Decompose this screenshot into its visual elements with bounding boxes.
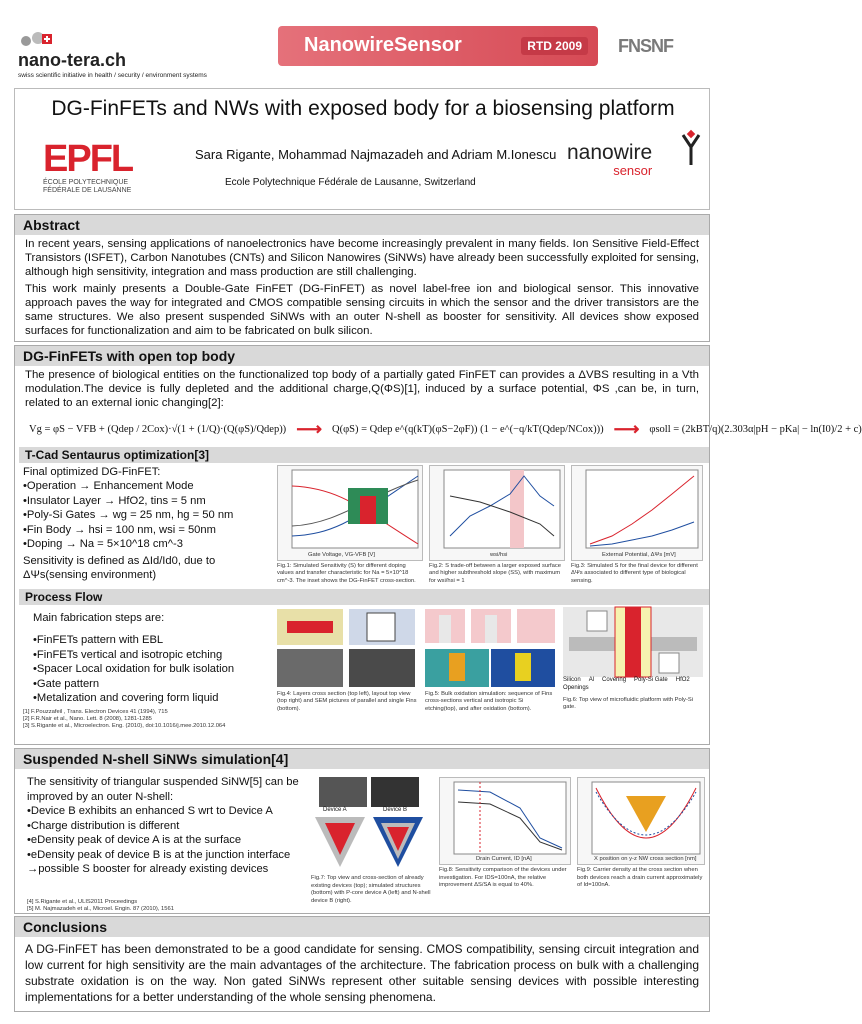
snw-item: •Charge distribution is different xyxy=(27,819,180,832)
snw-item: →possible S booster for already existing devices xyxy=(27,863,269,875)
reference: [3] S.Rigante et al., Microelectron. Eng. (2010), doi:10.1016/j.mee.2010.12.064 xyxy=(23,722,226,729)
nano-tera-logo xyxy=(18,30,54,52)
equation-1: Vg = φS − VFB + (Qdep / 2Cox)·√(1 + (1/Q)·(Q(φS)/Qdep)) xyxy=(29,424,287,436)
banner-title: NanowireSensor xyxy=(304,34,462,56)
school-sub-1: ÉCOLE POLYTECHNIQUE xyxy=(43,179,129,186)
fig3-caption: Fig.3: Simulated S for the final device for different ΔΨs associated to different type of biological sensing. xyxy=(571,562,698,584)
dgfinfet-heading: DG-FinFETs with open top body xyxy=(15,346,709,366)
references-1 xyxy=(23,709,323,730)
tcad-item: •Fin Body → hsi = 100 nm, wsi = 50nm xyxy=(23,523,216,536)
affiliation: Ecole Polytechnique Fédérale de Lausanne, Switzerland xyxy=(225,177,476,188)
process-list xyxy=(33,611,273,706)
process-heading: Process Flow xyxy=(19,589,709,605)
abstract-p1: In recent years, sensing applications of nanoelectronics have become increasingly prevalent in many fields. Ion Sensitive Field-Effect Transistors (ISFET), Carbon Nanotubes (CNTs) and Silicon Nanowires (SiNWs) have already been successfully exploited for sensing, although high sensitivity, integration and mass production are still challenging. xyxy=(25,238,699,279)
fig9-caption: Fig.9: Carrier density at the cross section when both devices reach a drain current approximately of Id=100nA. xyxy=(577,867,703,888)
legend-silicon: Silicon xyxy=(563,676,581,683)
abstract-heading: Abstract xyxy=(15,215,709,235)
fig8-xlabel: Drain Current, ID [nA] xyxy=(476,856,532,862)
reference: [2] F.R.Nair et al., Nano. Lett. 8 (2008), 1281-1285 xyxy=(23,715,152,722)
project-logo-sub: sensor xyxy=(613,163,653,178)
dgfinfet-intro: The presence of biological entities on the functionalized top body of a partially gated FinFET can provides a ΔVBS resulting in a Vth modulation.The device is fully depleted and the additional charge,Q(ΦS)[1], induced by a surface potential, ΦS ,can be, in turn, related to an external ionic changing[2]: xyxy=(25,369,699,410)
project-logo-main: nanowire xyxy=(567,141,653,164)
project-banner xyxy=(278,26,598,66)
dgfinfet-section xyxy=(14,345,862,745)
tcad-item: •Operation → Enhancement Mode xyxy=(23,480,194,493)
fig6-legend xyxy=(563,677,703,691)
reference: [1] F.Pouzzafeil , Trans. Electron Devices 41 (1994), 715 xyxy=(23,708,168,715)
snw-lead: The sensitivity of triangular suspended SiNW[5] can be improved by an outer N-shell: xyxy=(27,776,299,803)
fig6-caption: Fig.6: Top view of microfluidic platform with Poly-Si gate. xyxy=(563,696,694,711)
tcad-lead: Final optimized DG-FinFET: xyxy=(23,465,161,478)
snw-section xyxy=(14,748,710,914)
page-title: DG-FinFETs and NWs with exposed body for a biosensing platform xyxy=(51,97,675,120)
process-lead: Main fabrication steps are: xyxy=(33,611,165,624)
tcad-item: •Doping → Na = 5×10^18 cm^-3 xyxy=(23,538,183,551)
school-logo-text: EPFL xyxy=(43,138,133,180)
fig9-plot xyxy=(577,777,705,865)
reference: [5] M. Najmazadeh et al., Microel. Engin. 87 (2010), 1561 xyxy=(27,906,174,912)
process-item: •Gate pattern xyxy=(33,677,100,690)
abstract-section xyxy=(14,214,710,342)
tcad-item: •Poly-Si Gates → wg = 25 nm, hg = 50 nm xyxy=(23,509,234,522)
equation-row xyxy=(15,413,862,447)
conclusions-section xyxy=(14,916,710,1012)
project-logo xyxy=(567,141,652,178)
fig7-label-b: Device B xyxy=(383,807,408,813)
fig7-image xyxy=(311,777,427,873)
snw-item: •eDensity peak of device A is at the surface xyxy=(27,834,242,846)
fig1-xlabel: Gate Voltage, VG-VFB [V] xyxy=(308,551,376,558)
fig4-images xyxy=(277,609,415,687)
equation-3: φsoll = (2kBT/q)(2.303α|pH − pKa| − ln(I0)/2 + c) xyxy=(649,424,862,436)
fig5-caption: Fig.5: Bulk oxidation simulation: sequence of Fins cross-sections vertical and isotropic Si etching(top), and after oxidation (bottom). xyxy=(425,690,553,712)
legend-openings: Openings xyxy=(563,684,589,691)
title-block xyxy=(14,88,710,210)
fig7-caption: Fig.7: Top view and cross-section of already existing devices (top); simulated structures (bottom) with P-core device A (left) and N-shell device B (right). xyxy=(311,875,431,904)
arrow-icon: ⟶ xyxy=(613,419,640,440)
tcad-block xyxy=(15,463,709,589)
snw-list xyxy=(27,775,303,877)
fig4-caption: Fig.4: Layers cross section (top left), layout top view (top right) and SEM pictures of parallel and single Fins (bottom). xyxy=(277,690,417,712)
school-logo xyxy=(43,138,161,194)
legend-covering: Covering xyxy=(602,676,627,683)
fig1-caption: Fig.1: Simulated Sensitivity (S) for different doping values and transfer characteristic for Na = 5×10^18 cm^-3. The inset shows the DG-FinFET cross-section. xyxy=(277,562,416,584)
process-item: •Metalization and covering form liquid xyxy=(33,692,219,705)
fig6-image xyxy=(563,607,703,691)
fig8-caption: Fig.8: Sensitivity comparison of the devices under investigation. For IDS=100nA, the relative improvement ΔS/SA is equal to 40%. xyxy=(439,867,567,888)
reference: [4] S.Rigante et al., ULIS2011 Proceedings xyxy=(27,899,138,905)
fig3-xlabel: External Potential, ΔΨs [mV] xyxy=(602,551,676,558)
abstract-p2: This work mainly presents a Double-Gate FinFET (DG-FinFET) as novel label-free ion and biological sensor. This innovative approach paves the way for integrated and CMOS compatible sensing circuits in which the sensor and the driver transistors are the same structures. We also present suspended SiNWs with an outer N-shell as booster for sensitivity. All devices show exposed surfaces for functionalization and aim to be fabricated on bulk silicon. xyxy=(25,282,699,338)
fig2-plot xyxy=(429,465,565,561)
tcad-heading: T-Cad Sentaurus optimization[3] xyxy=(19,447,709,463)
authors: Sara Rigante, Mohammad Najmazadeh and Adriam M.Ionescu xyxy=(195,147,557,162)
conclusions-text: A DG-FinFET has been demonstrated to be a good candidate for sensing. CMOS compatibility, sensing circuit integration and low current for high sensitivity are the main advantages of the architecture. The fabrication process on bulk with a challenging substrate oxidation is on the way. Non gated SiNWs represent other suitable sensing devices with possible interesting implementations for a better understanding of the whole sensing phenomena. xyxy=(25,942,699,1004)
legend-poly: Poly-Si Gate xyxy=(634,676,668,683)
snw-heading: Suspended N-shell SiNWs simulation[4] xyxy=(15,749,709,769)
school-sub-2: FÉDÉRALE DE LAUSANNE xyxy=(43,187,132,194)
fig8-plot xyxy=(439,777,571,865)
arrow-icon: ⟶ xyxy=(296,419,322,440)
process-block xyxy=(15,605,709,731)
legend-hfo2: HfO2 xyxy=(675,676,690,683)
banner-tag: RTD 2009 xyxy=(521,37,588,55)
equation-2: Q(φS) = Qdep e^(q(kT)(φS−2φF)) (1 − e^(−q/kT(Qdep/NCox))) xyxy=(332,424,604,436)
tcad-list xyxy=(23,465,275,583)
fig2-xlabel: wsi/hsi xyxy=(490,551,508,558)
fig2-caption: Fig.2: S trade-off between a larger exposed surface and higher subthreshold slope (SS), with maximum for wsi/hsi = 1 xyxy=(429,562,562,584)
snw-item: •Device B exhibits an enhanced S wrt to Device A xyxy=(27,805,273,817)
process-item: •Spacer Local oxidation for bulk isolation xyxy=(33,663,235,676)
references-2 xyxy=(27,899,307,913)
fig5-images xyxy=(425,609,555,687)
org-tagline: swiss scientific initiative in health / security / environment systems xyxy=(18,72,207,79)
fig3-plot xyxy=(571,465,703,561)
fig1-plot xyxy=(277,465,423,561)
conclusions-heading: Conclusions xyxy=(15,917,709,937)
y-icon xyxy=(679,131,703,167)
fig9-xlabel: X position on y-z NW cross section [nm] xyxy=(594,856,697,862)
process-item: •FinFETs pattern with EBL xyxy=(33,634,164,647)
snw-item: •eDensity peak of device B is at the junction interface xyxy=(27,848,291,861)
funder-logo: FNSNF xyxy=(618,36,673,56)
legend-al: Al xyxy=(588,676,595,683)
tcad-item: •Insulator Layer → HfO2, tins = 5 nm xyxy=(23,494,206,507)
fig7-label-a: Device A xyxy=(323,807,347,813)
sensitivity-definition: Sensitivity is defined as ΔId/Id0, due to ΔΨs(sensing environment) xyxy=(23,554,216,582)
process-item: •FinFETs vertical and isotropic etching xyxy=(33,648,223,661)
org-logo-text: nano-tera.ch xyxy=(18,50,127,70)
